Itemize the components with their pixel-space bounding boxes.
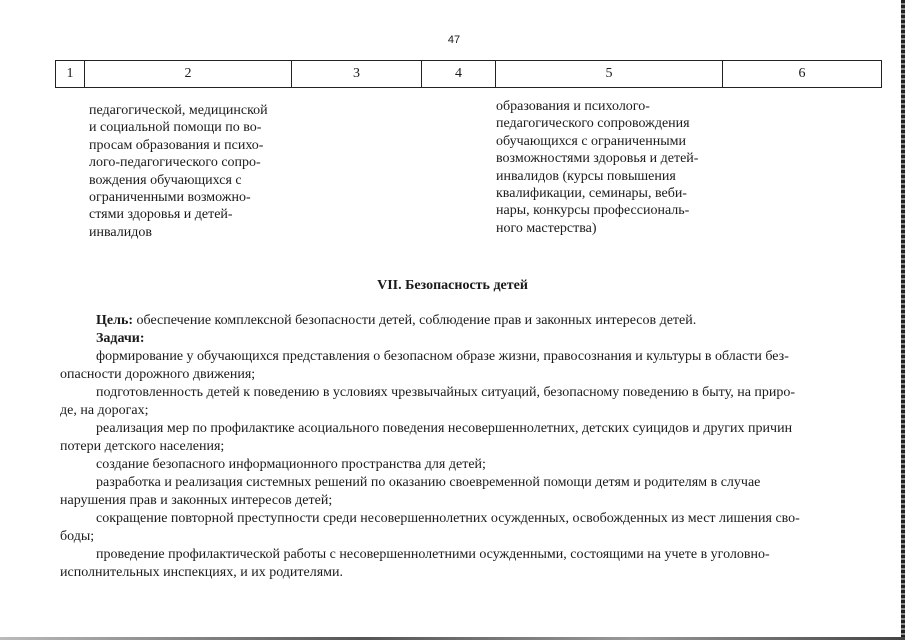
section-body	[60, 312, 860, 582]
task-line: разработка и реализация системных решений по оказанию своевременной помощи детям и родителям в случае	[96, 475, 761, 490]
cell-line: просам образования и психо-	[89, 137, 264, 153]
cell-line: ного мастерства)	[496, 220, 597, 236]
task-line: боды;	[60, 529, 95, 544]
column-number-1: 1	[56, 61, 85, 88]
task-line: исполнительных инспекциях, и их родителями.	[60, 565, 344, 580]
section-heading: VII. Безопасность детей	[377, 278, 528, 293]
scan-edge-right	[901, 0, 905, 640]
cell-line: нары, конкурсы профессиональ-	[496, 203, 690, 219]
column-number-2: 2	[85, 61, 292, 88]
task-line: создание безопасного информационного пространства для детей;	[96, 457, 486, 472]
cell-line: возможностями здоровья и детей-	[496, 151, 699, 167]
table-cell-column-5	[496, 98, 719, 237]
task-line: подготовленность детей к поведению в условиях чрезвычайных ситуаций, безопасному поведению в быту, на приро-	[96, 385, 796, 400]
task-line: реализация мер по профилактике асоциального поведения несовершеннолетних, детских суицидов и других причин	[96, 421, 793, 436]
cell-line: стями здоровья и детей-	[89, 207, 233, 223]
cell-line: лого-педагогического сопро-	[89, 155, 261, 171]
cell-line: квалификации, семинары, веби-	[496, 186, 687, 202]
cell-line: и социальной помощи по во-	[89, 120, 262, 136]
cell-line: обучающихся с ограниченными	[496, 133, 686, 149]
cell-line: образования и психолого-	[496, 99, 650, 114]
header-row	[56, 61, 882, 88]
column-header-table	[55, 60, 882, 88]
task-line: проведение профилактической работы с несовершеннолетними осужденными, состоящими на учете в уголовно-	[96, 547, 770, 562]
cell-line: педагогической, медицинской	[89, 103, 268, 118]
goal-text: обеспечение комплексной безопасности детей, соблюдение прав и законных интересов детей.	[133, 313, 697, 328]
tasks-label: Задачи:	[96, 331, 145, 346]
cell-line: вождения обучающихся с	[89, 172, 242, 188]
cell-line: педагогического сопровождения	[496, 116, 690, 132]
goal-label: Цель:	[96, 313, 134, 328]
cell-line: инвалидов (курсы повышения	[496, 168, 676, 184]
task-line: сокращение повторной преступности среди несовершеннолетних осужденных, освобожденных из мест лишения сво-	[96, 511, 800, 526]
column-number-4: 4	[422, 61, 496, 88]
column-number-3: 3	[292, 61, 422, 88]
task-line: опасности дорожного движения;	[60, 367, 256, 382]
task-line: формирование у обучающихся представления о безопасном образе жизни, правосознания и культуры в области без-	[96, 349, 789, 364]
table-cell-column-2	[89, 102, 293, 241]
column-number-6: 6	[723, 61, 882, 88]
cell-line: ограниченными возможно-	[89, 190, 251, 206]
goal-paragraph	[60, 312, 860, 330]
column-number-5: 5	[496, 61, 723, 88]
task-line: нарушения прав и законных интересов детей;	[60, 493, 333, 508]
cell-line: инвалидов	[89, 224, 152, 240]
page-number: 47	[447, 34, 461, 46]
task-line: де, на дорогах;	[60, 403, 149, 418]
task-line: потери детского населения;	[60, 439, 225, 454]
